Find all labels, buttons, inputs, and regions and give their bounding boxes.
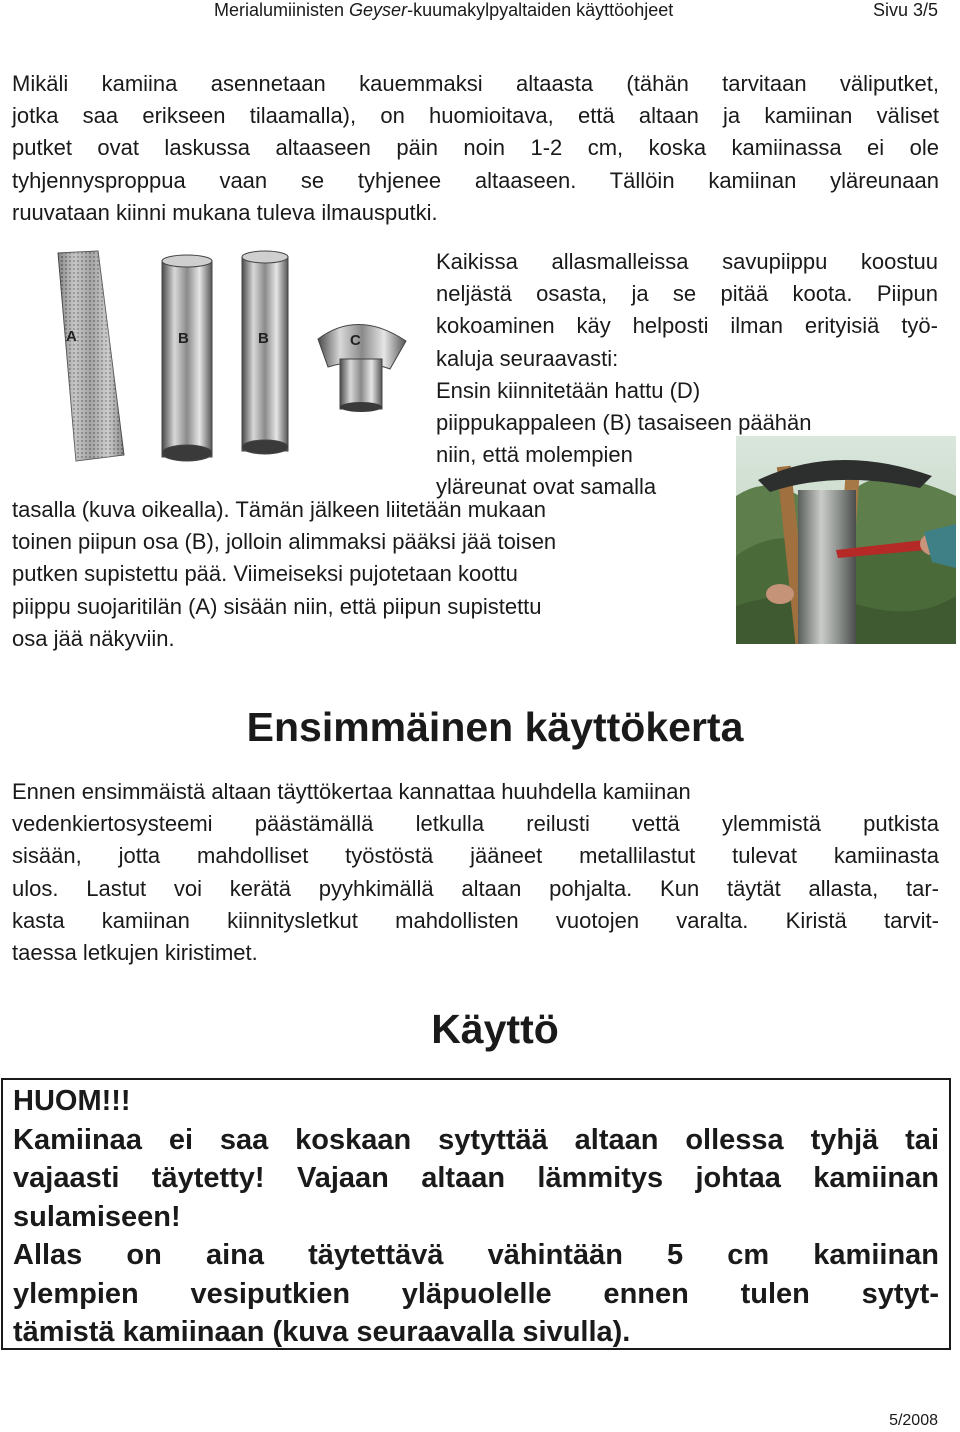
warning-line: vajaasti täytetty! Vajaan altaan lämmitys johtaa kamiinan [13, 1162, 939, 1194]
text-line: piippukappaleen (B) tasaiseen päähän [436, 409, 812, 435]
text-line: Ennen ensimmäistä altaan täyttökertaa kannattaa huuhdella kamiinan [12, 779, 691, 804]
page-number: Sivu 3/5 [872, 0, 938, 20]
pipe-part-b1 [162, 255, 212, 461]
text-line: Mikäli kamiina asennetaan kauemmaksi altaasta (tähän tarvitaan väliputket, [12, 71, 939, 96]
text-line: putken supistettu pää. Viimeiseksi pujotetaan koottu [12, 561, 518, 587]
section-title-use: Käyttö [431, 1006, 559, 1052]
part-label-c: C [350, 332, 361, 349]
chimney-assembly-photo [736, 436, 956, 644]
text-line: jotka saa erikseen tilaamalla), on huomioitava, että altaan ja kamiinan väliset [12, 103, 939, 129]
brand-name: Geyser [349, 0, 408, 20]
text-line: tyhjennysproppua vaan se tyhjenee altaaseen. Tällöin kamiinan yläreunaan [12, 167, 939, 193]
warning-box [1, 1078, 951, 1350]
text-line: yläreunat ovat samalla [436, 474, 657, 500]
text-line: Ensin kiinnitetään hattu (D) [436, 377, 701, 403]
part-label-a: A [66, 328, 77, 345]
section-title-first-use: Ensimmäinen käyttökerta [246, 704, 744, 750]
text-line: osa jää näkyviin. [12, 625, 175, 651]
footer-date: 5/2008 [889, 1412, 938, 1429]
text-line: kasta kamiinan kiinnitysletkut mahdollisten vuotojen varalta. Kiristä tarvit- [12, 907, 939, 933]
warning-heading: HUOM!!! [13, 1085, 131, 1117]
warning-line: Kamiinaa ei saa koskaan sytyttää altaan ollessa tyhjä tai [13, 1123, 939, 1156]
text-line: taessa letkujen kiristimet. [12, 939, 258, 965]
text-line: piippu suojaritilän (A) sisään niin, että piipun supistettu [12, 593, 542, 619]
text-line: putket ovat laskussa altaaseen päin noin 1-2 cm, koska kamiinassa ei ole [12, 135, 939, 161]
text-line: ulos. Lastut voi kerätä pyyhkimällä altaan pohjalta. Kun täytät allasta, tar- [12, 875, 939, 901]
warning-line: ylempien vesiputkien yläpuolelle ennen tulen sytyt- [13, 1277, 939, 1310]
text-line: neljästä osasta, ja se pitää koota. Piipun [436, 281, 938, 307]
pipe-part-b2 [242, 251, 288, 454]
warning-line: Allas on aina täytettävä vähintään 5 cm kamiinan [13, 1239, 939, 1271]
intro-paragraph [12, 68, 939, 229]
text-line: kaluja seuraavasti: [436, 345, 619, 371]
warning-line: sulamiseen! [13, 1200, 181, 1233]
chimney-assembly-continuation [12, 494, 712, 655]
part-label-b: B [178, 330, 189, 347]
document-title: Merialumiinisten Geyser-kuumakylpyaltaiden käyttöohjeet [214, 0, 674, 20]
text-line: toinen piipun osa (B), jolloin alimmaksi pääksi jää toisen [12, 529, 557, 555]
text-line: vedenkiertosysteemi päästämällä letkulla reilusti vettä ylemmistä putkista [12, 811, 939, 837]
part-label-b: B [258, 330, 269, 347]
text-line: Kaikissa allasmalleissa savupiippu koostuu [436, 249, 938, 274]
page-header [0, 0, 960, 30]
text-line: sisään, jotta mahdolliset työstöstä jääneet metallilastut tulevat kamiinasta [12, 843, 939, 869]
warning-line: tämistä kamiinaan (kuva seuraavalla sivulla). [13, 1316, 631, 1348]
first-use-paragraph [12, 776, 939, 969]
text-line: tasalla (kuva oikealla). Tämän jälkeen liitetään mukaan [12, 497, 546, 522]
rain-cap-part [318, 324, 406, 412]
mesh-guard-part [58, 251, 124, 461]
text-line: kokoaminen käy helposti ilman erityisiä työ- [436, 313, 938, 339]
chimney-parts-photo [28, 247, 410, 473]
text-line: niin, että molempien [436, 442, 633, 468]
text-line: ruuvataan kiinni mukana tuleva ilmausputki. [12, 199, 438, 225]
